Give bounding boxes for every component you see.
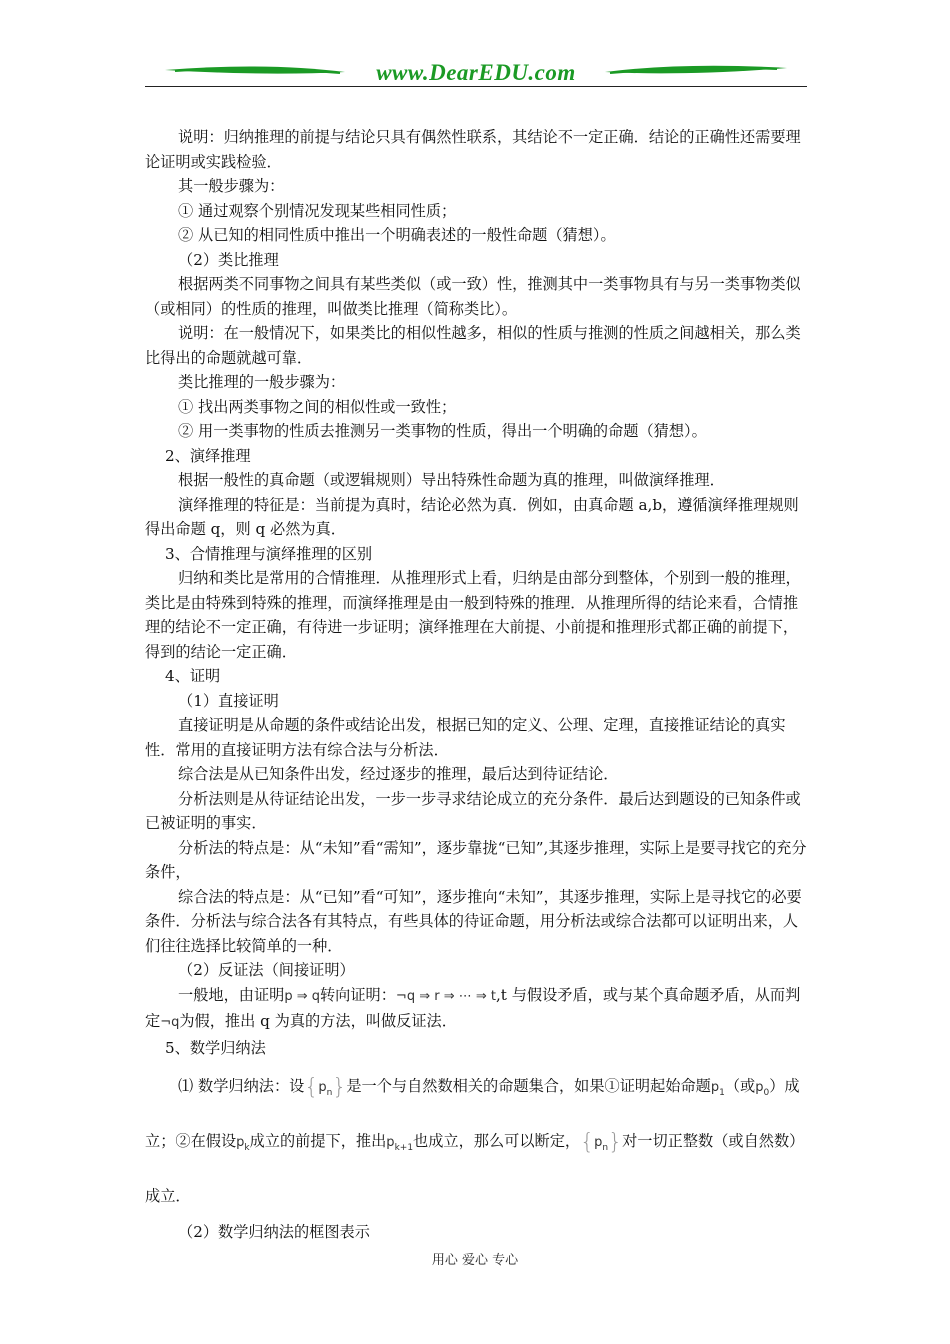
formula-p: p <box>755 1080 764 1095</box>
text-run: 转向证明： <box>319 985 396 1004</box>
formula-p: p <box>236 1135 245 1150</box>
paragraph: 归纳和类比是常用的合情推理．从推理形式上看，归纳是由部分到整体，个别到一般的推理，类比是由特殊到特殊的推理，而演绎推理是由一般到特殊的推理．从推理所得的结论来看，合情推理的结论不一定正确，有待进一步证明；演绎推理在大前提、小前提和推理形式都正确的前提下，得到的结论一定正确． <box>145 569 801 661</box>
text-run: （或 <box>724 1077 756 1095</box>
formula-p: p <box>318 1080 327 1095</box>
paragraph: 其一般步骤为： <box>178 177 285 195</box>
subscript-k: k <box>244 1143 250 1153</box>
brace-right: } <box>608 1130 623 1155</box>
brace-left: { <box>580 1130 595 1155</box>
subscript-0: 0 <box>763 1088 770 1098</box>
paragraph: 演绎推理的特征是：当前提为真时，结论必然为真．例如，由真命题 a,b，遵循演绎推理规则得出命题 q，则 q 必然为真． <box>145 495 799 538</box>
paragraph: 直接证明是从命题的条件或结论出发，根据已知的定义、公理、定理，直接推证结论的真实性．常用的直接证明方法有综合法与分析法． <box>145 716 786 759</box>
section-heading: 3、合情推理与演绎推理的区别 <box>165 544 373 563</box>
formula-p: p <box>594 1135 603 1150</box>
paragraph <box>145 983 807 1036</box>
text-run: 是一个与自然数相关的命题集合，如果①证明起始命题 <box>346 1077 711 1095</box>
formula-p: p <box>386 1135 395 1150</box>
paragraph: 类比推理的一般步骤为： <box>178 373 346 391</box>
page-footer: 用心 爱心 专心 <box>431 1253 519 1268</box>
paragraph: 综合法是从已知条件出发，经过逐步的推理，最后达到待证结论． <box>178 765 619 783</box>
list-item: ① 通过观察个别情况发现某些相同性质； <box>178 201 457 220</box>
text-run: ⑴ 数学归纳法：设 <box>178 1077 305 1095</box>
text-run: ）成立；②在假设 <box>145 1077 800 1150</box>
paragraph: 说明：在一般情况下，如果类比的相似性越多，相似的性质与推测的性质之间越相关，那么类比得出的命题就越可靠． <box>145 324 801 367</box>
text-run: 也成立，那么可以断定， <box>413 1132 581 1150</box>
paragraph: 分析法的特点是：从“未知”看“需知”，逐步靠拢“已知”,其逐步推理，实际上是要寻找它的充分条件， <box>145 838 807 881</box>
subscript-k-plus-1: k+1 <box>394 1143 414 1153</box>
subscript-n: n <box>326 1088 333 1098</box>
section-heading: （2）数学归纳法的框图表示 <box>178 1223 370 1241</box>
text-run: 一般地，由证明 <box>178 985 285 1004</box>
paragraph: 说明：归纳推理的前提与结论只具有偶然性联系，其结论不一定正确．结论的正确性还需要理论证明或实践检验． <box>145 128 801 171</box>
formula-p-implies-q: p ⇒ q <box>284 988 320 1004</box>
subscript-1: 1 <box>719 1088 725 1098</box>
section-heading: （1）直接证明 <box>178 691 279 710</box>
formula-chain: ¬q ⇒ r ⇒ ⋯ ⇒ t <box>395 988 496 1004</box>
text-run: 对一切正整数（或自然数）成立． <box>145 1132 805 1205</box>
paragraph: 综合法的特点是：从“已知”看“可知”，逐步推向“未知”，其逐步推理，实际上是寻找它的必要条件．分析法与综合法各有其特点，有些具体的待证命题，用分析法或综合法都可以证明出来，人们往往选择比较简单的一种． <box>145 887 802 955</box>
section-heading: 4、证明 <box>165 667 221 685</box>
paragraph-induction <box>145 1062 807 1220</box>
brace-left: { <box>304 1075 319 1100</box>
site-title: www.DearEDU.com <box>376 60 576 85</box>
section-heading: 5、数学归纳法 <box>165 1038 266 1057</box>
list-item: ① 找出两类事物之间的相似性或一致性； <box>178 397 457 416</box>
list-item: ② 从已知的相同性质中推出一个明确表述的一般性命题（猜想）。 <box>178 226 616 244</box>
brace-right: } <box>332 1075 347 1100</box>
text-run: 为假，推出 q 为真的方法，叫做反证法． <box>179 1012 457 1030</box>
list-item: ② 用一类事物的性质去推测另一类事物的性质，得出一个明确的命题（猜想）。 <box>178 422 707 440</box>
subscript-n: n <box>602 1143 609 1153</box>
formula-p: p <box>710 1080 720 1095</box>
header-rule <box>145 86 807 87</box>
paragraph: 根据两类不同事物之间具有某些类似（或一致）性，推测其中一类事物具有与另一类事物类似（或相同）的性质的推理，叫做类比推理（简称类比）。 <box>145 275 801 318</box>
text-run: ,t 与假设矛盾，或与某个真命题矛盾，从而判定 <box>145 985 801 1030</box>
formula-not-q: ¬q <box>160 1015 180 1030</box>
paragraph: 根据一般性的真命题（或逻辑规则）导出特殊性命题为真的推理，叫做演绎推理． <box>178 471 725 489</box>
document-body <box>145 125 807 1245</box>
paragraph: 分析法则是从待证结论出发，一步一步寻求结论成立的充分条件．最后达到题设的已知条件或已被证明的事实． <box>145 789 801 832</box>
section-heading: 2、演绎推理 <box>165 446 251 465</box>
section-heading: （2）反证法（间接证明） <box>178 961 355 979</box>
text-run: 成立的前提下，推出 <box>249 1132 387 1150</box>
section-heading: （2）类比推理 <box>178 250 279 269</box>
